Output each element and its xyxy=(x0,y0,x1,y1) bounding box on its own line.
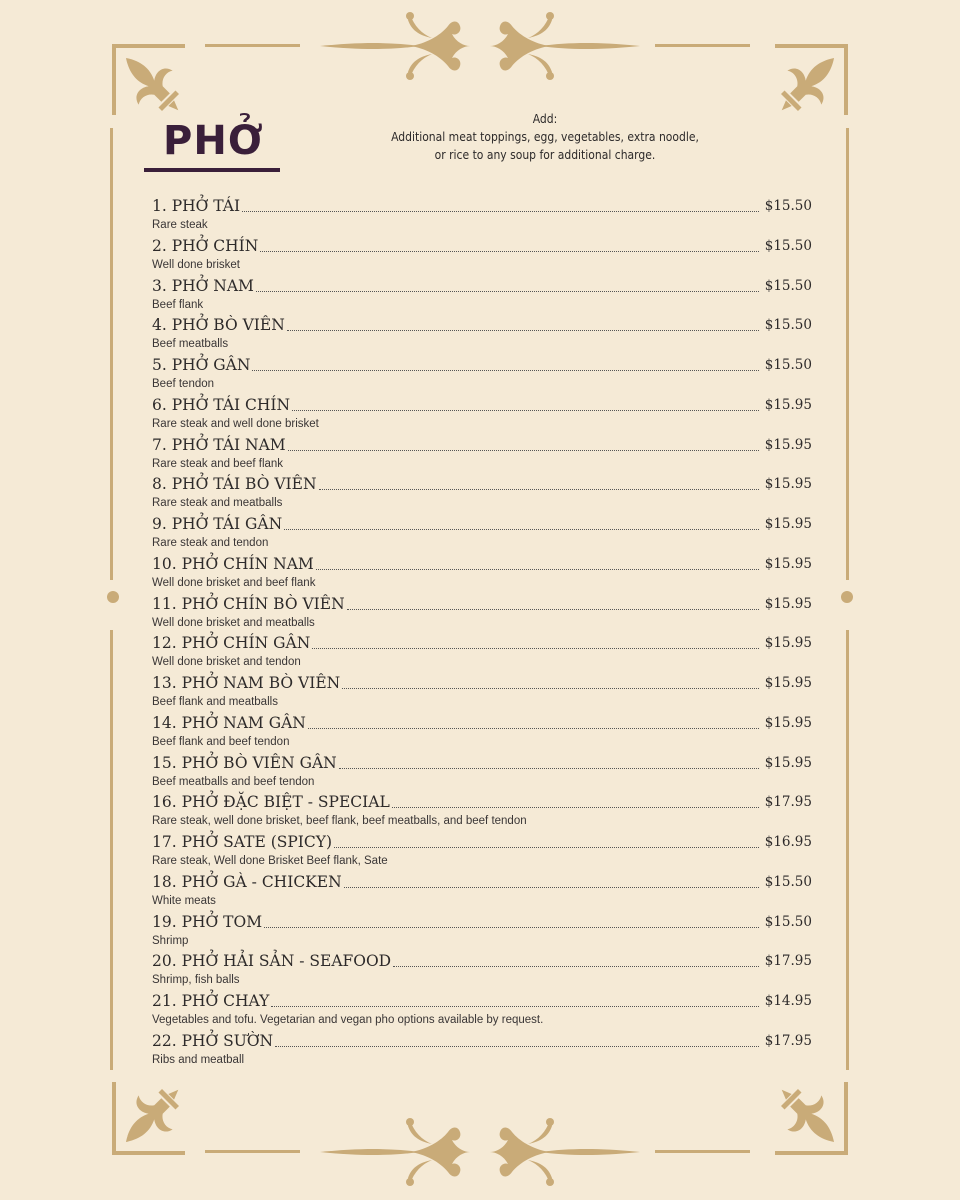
menu-item-name: 6. PHỞ TÁI CHÍN xyxy=(152,395,291,414)
dot-leader xyxy=(292,409,759,411)
dot-leader xyxy=(242,210,759,212)
menu-item-row xyxy=(152,355,812,375)
menu-item xyxy=(152,912,812,952)
menu-title xyxy=(144,118,280,174)
menu-item xyxy=(152,315,812,355)
menu-item-row xyxy=(152,832,812,852)
dot-leader xyxy=(260,250,758,252)
dot-leader xyxy=(334,846,759,848)
menu-item-row xyxy=(152,514,812,534)
menu-item-row xyxy=(152,991,812,1011)
menu-item-description: Ribs and meatball xyxy=(152,1053,245,1066)
menu-item-name: 14. PHỞ NAM GÂN xyxy=(152,713,306,732)
menu-item-name: 5. PHỞ GÂN xyxy=(152,356,251,374)
corner-ornament-top-left xyxy=(109,41,195,127)
menu-item-price: $16.95 xyxy=(764,834,812,850)
menu-item-price: $15.50 xyxy=(764,357,812,373)
menu-item-name: 3. PHỞ NAM xyxy=(152,276,254,295)
menu-item-description: Rare steak and tendon xyxy=(152,537,269,549)
menu-item-name: 17. PHỞ SATE (SPICY) xyxy=(152,833,333,851)
menu-item-name: 11. PHỞ CHÍN BÒ VIÊN xyxy=(152,594,345,613)
menu-item-row xyxy=(152,1031,812,1051)
add-note-line-2: or rice to any soup for additional charge. xyxy=(434,148,656,162)
menu-item xyxy=(152,713,812,753)
corner-ornament-top-right xyxy=(765,41,851,127)
menu-item-name: 8. PHỞ TÁI BÒ VIÊN xyxy=(152,475,317,494)
menu-item-row xyxy=(152,196,812,216)
menu-item xyxy=(152,395,812,435)
menu-item-description: Beef flank and beef tendon xyxy=(152,735,290,748)
menu-item-name: 12. PHỞ CHÍN GÂN xyxy=(152,634,311,653)
dot-leader xyxy=(339,767,759,769)
menu-item-name: 19. PHỞ TOM xyxy=(152,912,263,931)
menu-item-price: $15.95 xyxy=(764,436,812,453)
menu-item-description: Shrimp, fish balls xyxy=(152,974,240,987)
menu-item-row xyxy=(152,594,812,614)
menu-item-name: 2. PHỞ CHÍN xyxy=(152,236,259,255)
menu-item-description: Beef tendon xyxy=(152,378,215,390)
menu-item-description: Shrimp xyxy=(152,934,189,947)
menu-item-row xyxy=(152,236,812,256)
menu-item xyxy=(152,514,812,554)
menu-item-price: $15.95 xyxy=(764,476,812,493)
menu-item-price: $14.95 xyxy=(764,993,812,1009)
menu-item-row xyxy=(152,673,812,693)
menu-item xyxy=(152,594,812,634)
menu-item-price: $15.50 xyxy=(764,237,812,254)
dot-leader xyxy=(319,488,759,490)
dot-leader xyxy=(256,290,759,292)
dot-leader xyxy=(252,369,758,371)
menu-item-name: 1. PHỞ TÁI xyxy=(152,197,241,215)
menu-item-description: Beef flank and meatballs xyxy=(152,696,278,708)
menu-item-name: 4. PHỞ BÒ VIÊN xyxy=(152,316,285,335)
add-note-line-1: Additional meat toppings, egg, vegetables, extra noodle, xyxy=(391,130,699,144)
menu-item-description: Rare steak and well done brisket xyxy=(152,417,319,430)
menu-item-description: Rare steak and beef flank xyxy=(152,457,284,470)
menu-item xyxy=(152,673,812,713)
title-underline xyxy=(144,168,280,172)
menu-item-description: Beef flank xyxy=(152,298,204,311)
menu-item-price: $15.50 xyxy=(764,277,812,294)
menu-item-row xyxy=(152,792,812,812)
dot-leader xyxy=(347,608,759,610)
menu-item-description: Beef meatballs xyxy=(152,338,229,351)
menu-item-row xyxy=(152,633,812,653)
menu-item-row xyxy=(152,554,812,574)
menu-item-row xyxy=(152,753,812,773)
menu-item-price: $15.50 xyxy=(764,913,812,930)
menu-item-description: Well done brisket and beef flank xyxy=(152,576,316,589)
menu-item-description: Rare steak and meatballs xyxy=(152,497,283,510)
menu-item-description: Well done brisket and tendon xyxy=(152,656,301,669)
menu-list xyxy=(152,196,812,1071)
menu-item-description: Well done brisket xyxy=(152,258,240,271)
corner-ornament-bottom-right xyxy=(765,1073,851,1159)
menu-item-name: 20. PHỞ HẢI SẢN - SEAFOOD xyxy=(152,952,392,971)
menu-item-row xyxy=(152,474,812,494)
menu-item-row xyxy=(152,912,812,932)
corner-ornament-bottom-left xyxy=(109,1073,195,1159)
dot-leader xyxy=(308,727,759,729)
dot-leader xyxy=(275,1045,759,1047)
menu-item-price: $15.95 xyxy=(764,675,812,691)
menu-item-row xyxy=(152,315,812,335)
menu-item-name: 13. PHỞ NAM BÒ VIÊN xyxy=(152,674,341,692)
menu-item-name: 7. PHỞ TÁI NAM xyxy=(152,435,286,454)
menu-item xyxy=(152,196,812,236)
menu-item xyxy=(152,633,812,673)
menu-item-price: $15.95 xyxy=(764,396,812,413)
menu-item-price: $17.95 xyxy=(764,1032,812,1049)
menu-item-description: Rare steak, Well done Brisket Beef flank, Sate xyxy=(152,855,388,867)
menu-item-price: $15.95 xyxy=(764,714,812,731)
menu-item-description: Rare steak, well done brisket, beef flank, beef meatballs, and beef tendon xyxy=(152,815,527,828)
add-note xyxy=(380,110,710,164)
menu-item-description: Vegetables and tofu. Vegetarian and vegan pho options available by request. xyxy=(152,1014,544,1026)
menu-item-price: $15.95 xyxy=(764,754,812,771)
menu-item-row xyxy=(152,435,812,455)
menu-item xyxy=(152,435,812,475)
add-note-heading: Add: xyxy=(532,112,558,126)
dot-leader xyxy=(284,528,759,530)
menu-item-description: Rare steak xyxy=(152,219,208,231)
dot-leader xyxy=(312,647,758,649)
menu-item-row xyxy=(152,713,812,733)
menu-item xyxy=(152,1031,812,1071)
menu-item-name: 22. PHỞ SƯỜN xyxy=(152,1031,274,1050)
menu-item xyxy=(152,355,812,395)
menu-item-name: 9. PHỞ TÁI GÂN xyxy=(152,515,283,533)
menu-item-name: 10. PHỞ CHÍN NAM xyxy=(152,554,314,573)
dot-leader xyxy=(316,568,759,570)
dot-leader xyxy=(287,329,759,331)
dot-leader xyxy=(288,449,759,451)
menu-item-price: $17.95 xyxy=(764,794,812,811)
menu-item-name: 15. PHỞ BÒ VIÊN GÂN xyxy=(152,753,337,772)
menu-item-row xyxy=(152,951,812,971)
menu-item-name: 16. PHỞ ĐẶC BIỆT - SPECIAL xyxy=(152,793,390,812)
menu-item-price: $15.95 xyxy=(764,595,812,612)
menu-item-price: $15.50 xyxy=(764,198,812,214)
menu-item-row xyxy=(152,276,812,296)
menu-item xyxy=(152,554,812,594)
menu-item-price: $15.95 xyxy=(764,555,812,572)
menu-item xyxy=(152,792,812,832)
page-title: PHỞ xyxy=(163,118,264,164)
dot-leader xyxy=(264,926,759,928)
dot-leader xyxy=(271,1005,758,1007)
menu-item-description: Well done brisket and meatballs xyxy=(152,616,315,629)
dot-leader xyxy=(342,687,759,689)
menu-item-name: 18. PHỞ GÀ - CHICKEN xyxy=(152,872,342,891)
menu-item xyxy=(152,474,812,514)
menu-item-description: White meats xyxy=(152,894,216,907)
menu-item-price: $15.95 xyxy=(764,635,812,652)
menu-item xyxy=(152,832,812,872)
menu-item-description: Beef meatballs and beef tendon xyxy=(152,775,315,788)
menu-item-price: $15.50 xyxy=(764,317,812,334)
menu-item-name: 21. PHỞ CHAY xyxy=(152,992,270,1010)
menu-item xyxy=(152,951,812,991)
menu-item xyxy=(152,872,812,912)
menu-item-price: $15.95 xyxy=(764,516,812,532)
menu-item xyxy=(152,991,812,1031)
menu-item-price: $17.95 xyxy=(764,953,812,970)
menu-item-row xyxy=(152,872,812,892)
dot-leader xyxy=(393,965,759,967)
menu-item-row xyxy=(152,395,812,415)
menu-item xyxy=(152,236,812,276)
dot-leader xyxy=(392,806,759,808)
menu-item xyxy=(152,276,812,316)
menu-item-price: $15.50 xyxy=(764,873,812,890)
dot-leader xyxy=(344,886,759,888)
menu-item xyxy=(152,753,812,793)
